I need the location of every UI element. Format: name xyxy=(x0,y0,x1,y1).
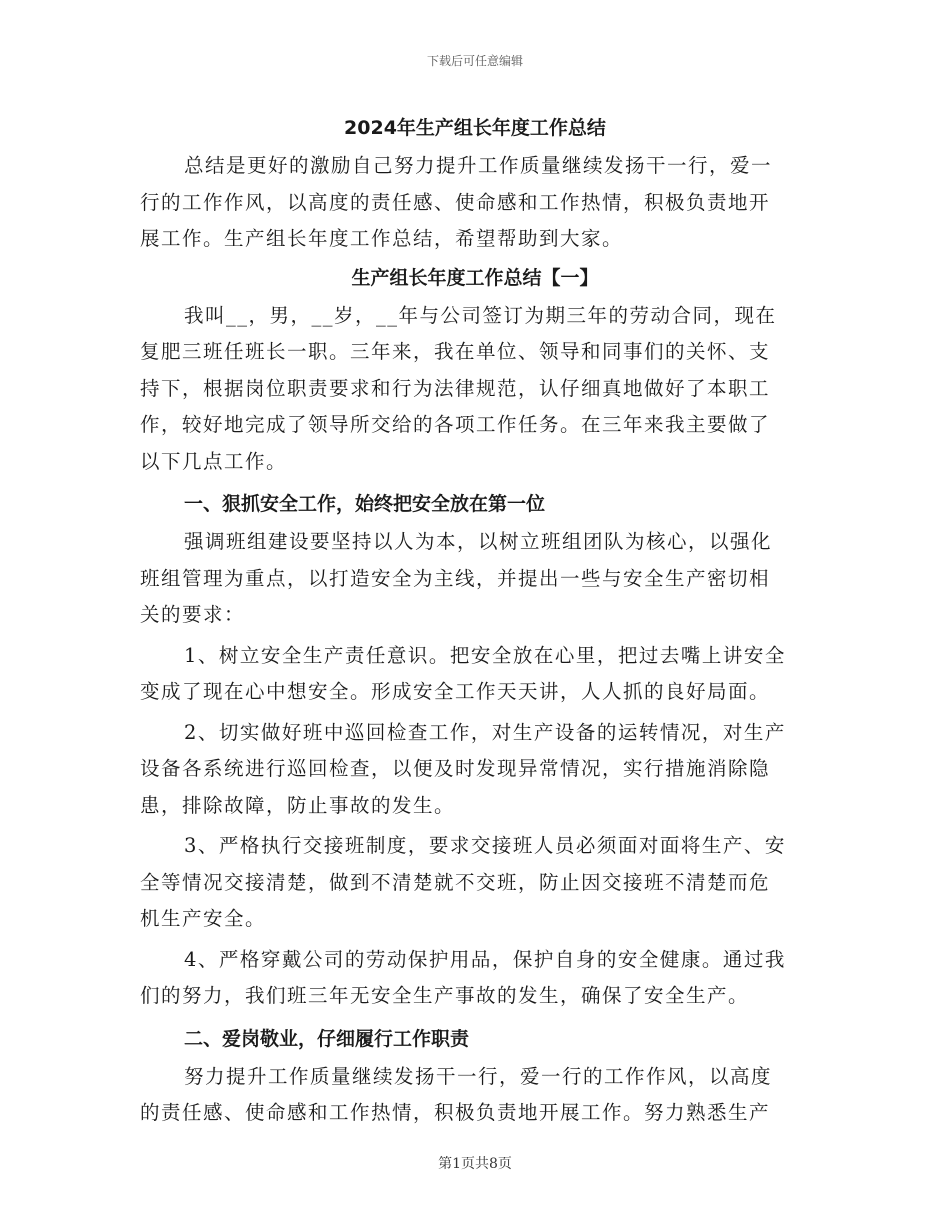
text-line: 变成了现在心中想安全。形成安全工作天天讲，人人抓的良好局面。 xyxy=(140,680,771,703)
text-line: 强调班组建设要坚持以人为本，以树立班组团队为核心，以强化 xyxy=(184,530,773,553)
heading-safety: 一、狠抓安全工作，始终把安全放在第一位 xyxy=(184,493,546,515)
text-line: 班组管理为重点，以打造安全为主线，并提出一些与安全生产密切相 xyxy=(140,566,771,590)
text-line: 1、树立安全生产责任意识。把安全放在心里，把过去嘴上讲安全 xyxy=(184,643,786,667)
text-line: 们的努力，我们班三年无安全生产事故的发生，确保了安全生产。 xyxy=(140,984,750,1007)
heading-dedication: 二、爱岗敬业，仔细履行工作职责 xyxy=(184,1027,470,1050)
text-line: 以下几点工作。 xyxy=(140,449,288,473)
paragraph-work-quality xyxy=(140,1059,810,1132)
list-item-3 xyxy=(140,828,810,938)
list-item-2 xyxy=(140,715,810,825)
paragraph-self-intro xyxy=(140,298,810,481)
list-item-4 xyxy=(140,942,810,1015)
paragraph-team-building xyxy=(140,524,810,634)
page-footer: 第1页共8页 xyxy=(438,1156,512,1172)
list-item-1 xyxy=(140,638,810,711)
text-line: 作，较好地完成了领导所交给的各项工作任务。在三年来我主要做了 xyxy=(140,413,771,436)
text-line: 总结是更好的激励自己努力提升工作质量继续发扬干一行，爱一 xyxy=(184,154,773,177)
text-line: 的责任感、使命感和工作热情，积极负责地开展工作。努力熟悉生产 xyxy=(140,1101,771,1124)
text-line: 2、切实做好班中巡回检查工作，对生产设备的运转情况，对生产 xyxy=(184,720,786,744)
text-line: 持下，根据岗位职责要求和行为法律规范，认仔细真地做好了本职工 xyxy=(140,376,771,400)
section-title: 生产组长年度工作总结【一】 xyxy=(351,266,599,289)
text-line: 展工作。生产组长年度工作总结，希望帮助到大家。 xyxy=(140,227,624,250)
document-body xyxy=(140,108,810,1132)
text-line: 患，排除故障，防止事故的发生。 xyxy=(140,793,456,817)
text-line: 设备各系统进行巡回检查，以便及时发现异常情况，实行措施消除隐 xyxy=(140,757,771,780)
text-line: 努力提升工作质量继续发扬干一行，爱一行的工作作风，以高度 xyxy=(184,1064,773,1088)
text-line: 全等情况交接清楚，做到不清楚就不交班，防止因交接班不清楚而危 xyxy=(140,870,771,894)
text-line: 行的工作作风，以高度的责任感、使命感和工作热情，积极负责地开 xyxy=(140,190,771,214)
text-line: 3、严格执行交接班制度，要求交接班人员必须面对面将生产、安 xyxy=(184,834,786,857)
intro-paragraph xyxy=(140,148,810,258)
text-line: 我叫__，男，__岁，__年与公司签订为期三年的劳动合同，现在 xyxy=(184,303,777,327)
text-line: 4、严格穿戴公司的劳动保护用品，保护自身的安全健康。通过我 xyxy=(184,947,786,971)
page-header: 下载后可任意编辑 xyxy=(426,54,523,68)
text-line: 机生产安全。 xyxy=(140,907,267,930)
text-line: 复肥三班任班长一职。三年来，我在单位、领导和同事们的关怀、支 xyxy=(140,340,771,363)
text-line: 关的要求： xyxy=(140,603,246,626)
document-title: 2024年生产组长年度工作总结 xyxy=(344,117,606,139)
